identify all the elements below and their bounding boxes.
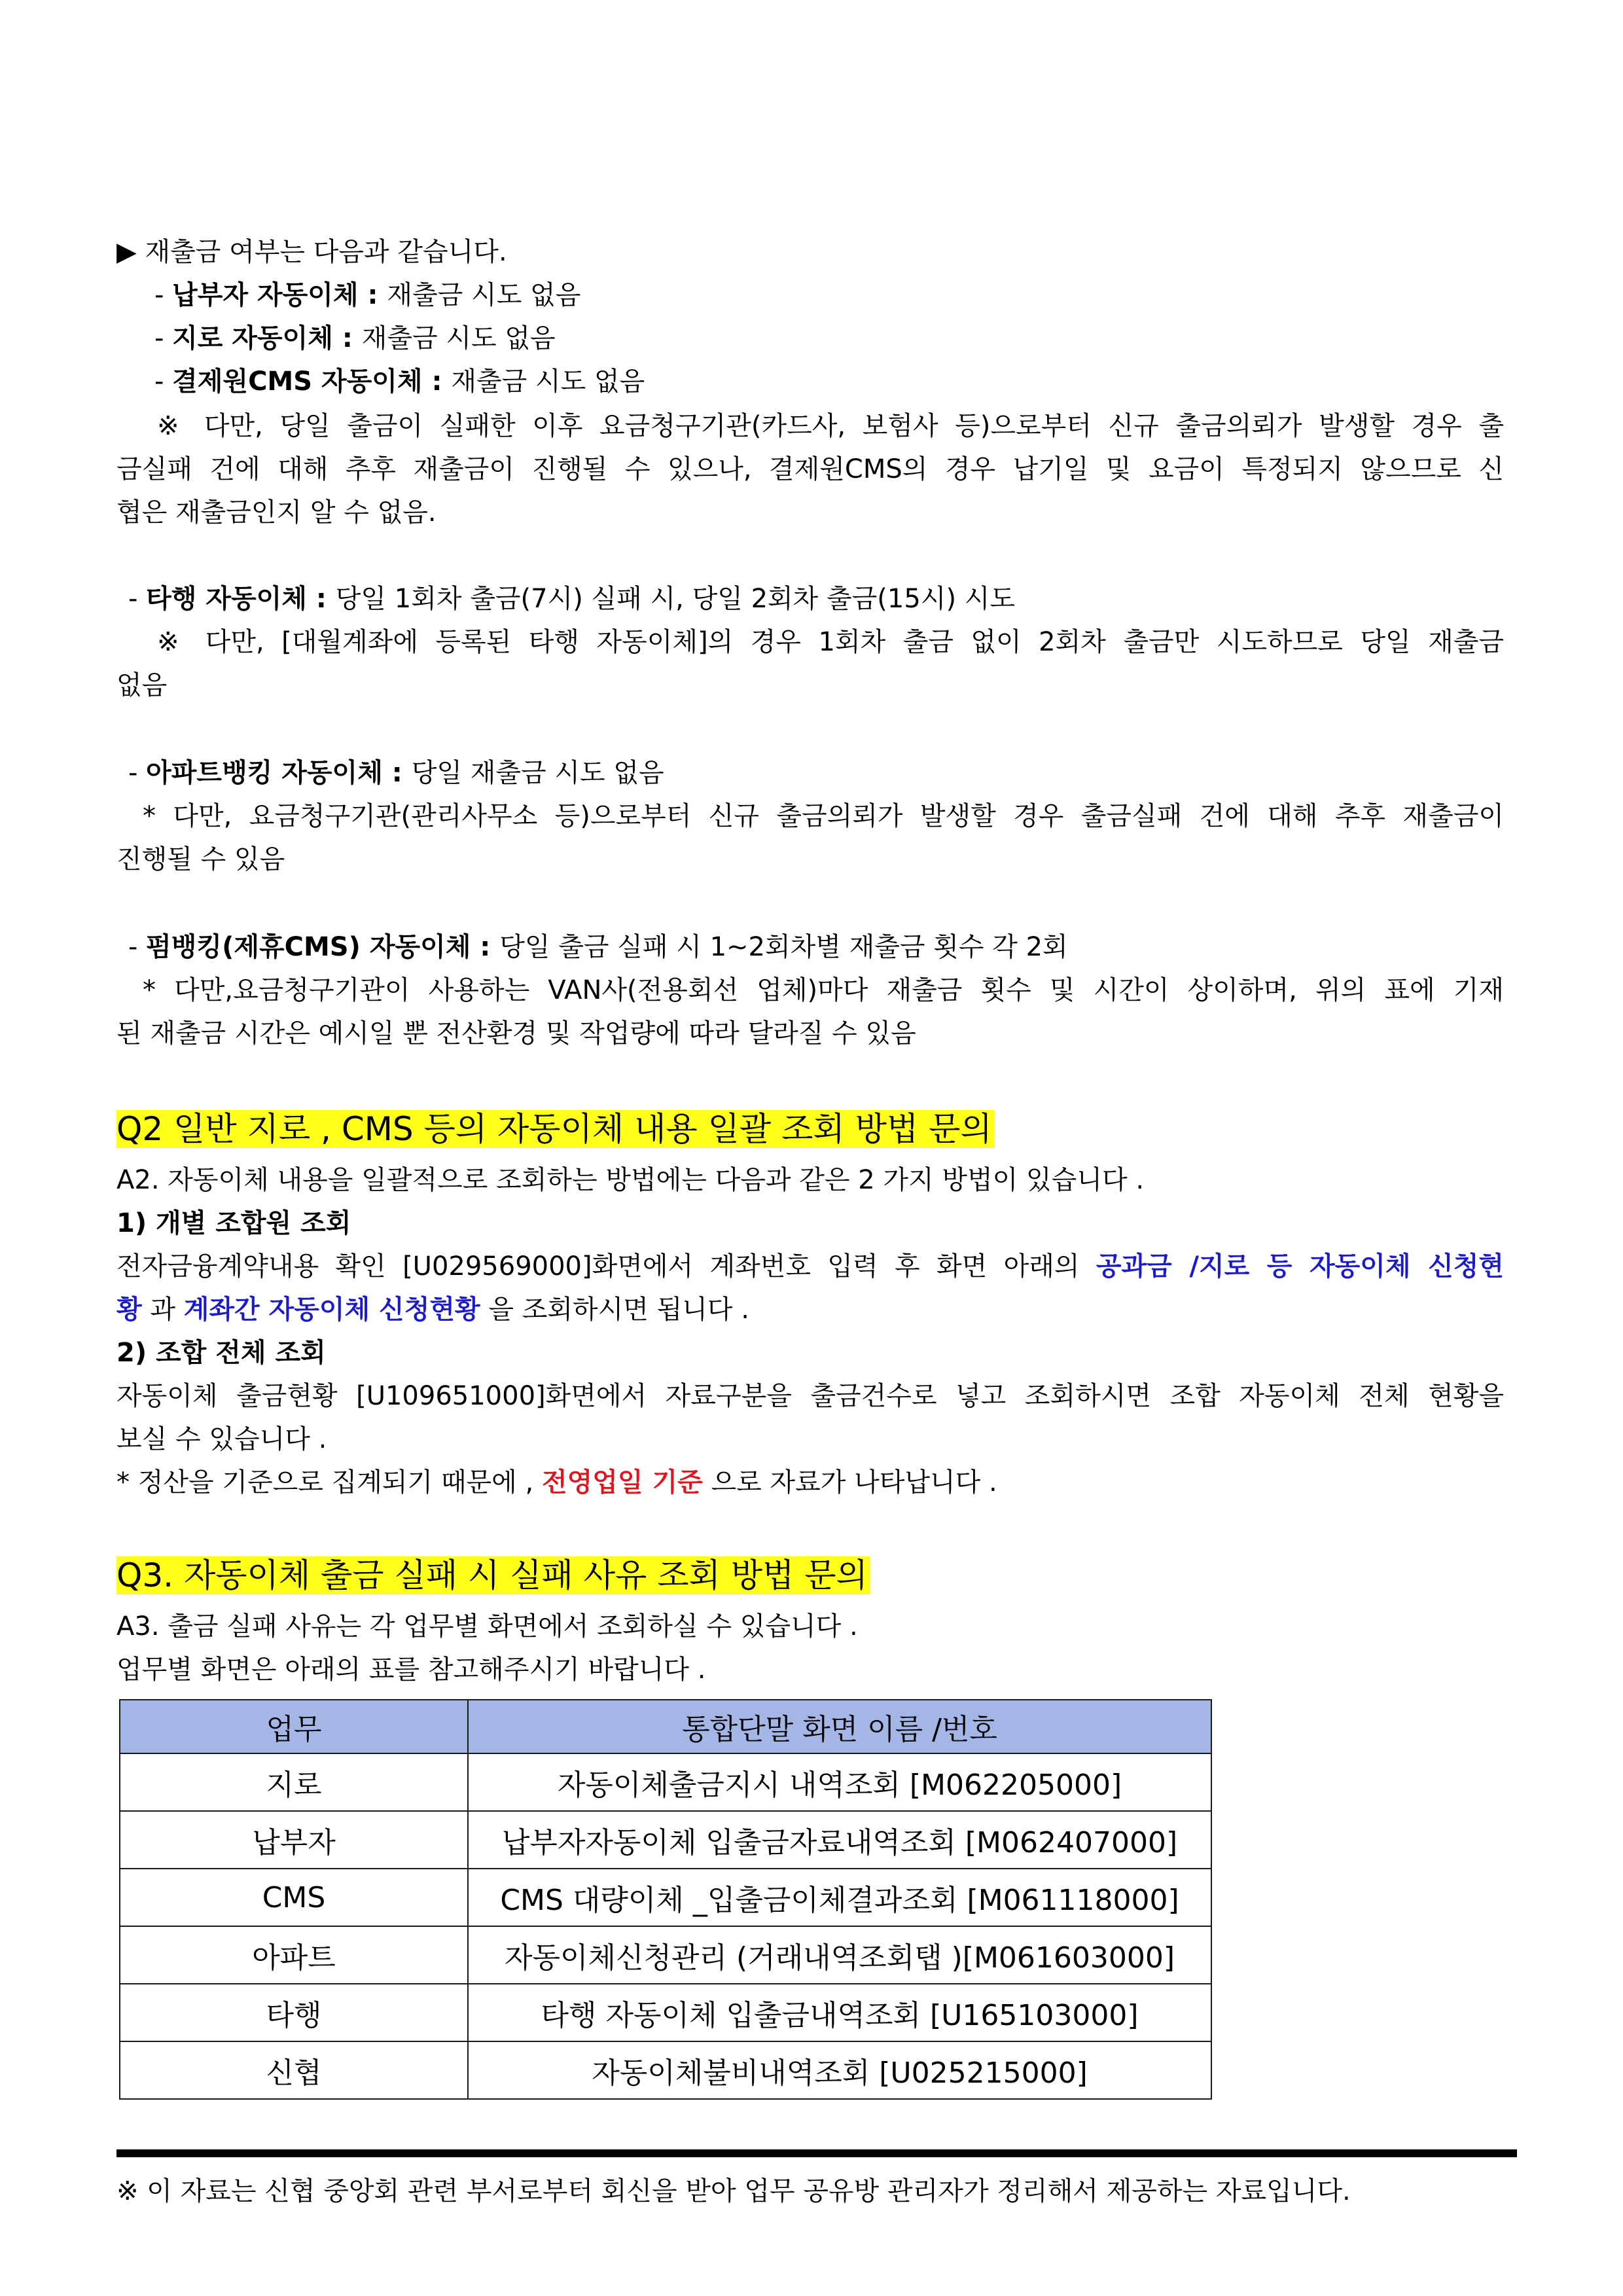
conjunction: 과 — [141, 1295, 184, 1325]
retry-item-cms — [154, 360, 1542, 404]
dash: - — [128, 758, 147, 788]
apartment-note-line-2: 진행될 수 있음 — [116, 844, 285, 874]
screen-cell: CMS 대량이체 _입출금이체결과조회 [M061118000] — [468, 1869, 1211, 1926]
business-cell: 납부자 — [120, 1811, 468, 1869]
screen-cell: 자동이체신청관리 (거래내역조회탭 )[M061603000] — [468, 1926, 1211, 1984]
previous-business-day-emphasis: 전영업일 기준 — [541, 1467, 703, 1498]
separator: : — [422, 367, 452, 397]
sub1-end-text: 을 조회하시면 됩니다 . — [480, 1295, 749, 1325]
footer-note: ※ 이 자료는 신협 중앙회 관련 부서로부터 회신을 받아 업무 공유방 관리자가 정리해서 제공하는 자료입니다. — [116, 2176, 1351, 2206]
q2-answer: A2. 자동이체 내용을 일괄적으로 조회하는 방법에는 다음과 같은 2 가지 방법이 있습니다 . — [116, 1165, 1145, 1195]
public-giro-status-link-cont: 황 — [116, 1295, 142, 1325]
account-transfer-status-link: 계좌간 자동이체 신청현황 — [183, 1295, 480, 1325]
q2-sub1-title: 1) 개별 조합원 조회 — [116, 1208, 351, 1238]
note-text: * 다만,요금청구기관이 사용하는 VAN사(전용회선 업체)마다 재출금 횟수 및 시간이 상이하며, 위의 표에 기재 — [143, 975, 1504, 1005]
item-value: 재출금 시도 없음 — [361, 323, 556, 353]
firmbanking-note-line-1 — [116, 969, 1504, 1013]
business-cell: 지로 — [120, 1753, 468, 1811]
screen-reference-table — [119, 1699, 1212, 2100]
header-business: 업무 — [120, 1700, 468, 1753]
item-value: 재출금 시도 없음 — [451, 367, 645, 397]
q3-answer-1: A3. 출금 실패 사유는 각 업무별 화면에서 조회하실 수 있습니다 . — [116, 1611, 858, 1641]
item-label: 펌뱅킹(제휴CMS) 자동이체 — [146, 932, 471, 962]
note-text-end: 으로 자료가 나타납니다 . — [702, 1467, 997, 1498]
firmbanking-item — [128, 925, 1516, 969]
item-value: 당일 1회차 출금(7시) 실패 시, 당일 2회차 출금(15시) 시도 — [335, 584, 1016, 614]
item-value: 재출금 시도 없음 — [387, 280, 581, 310]
dash: - — [128, 932, 147, 962]
dash: - — [154, 280, 173, 310]
separator: : — [332, 323, 362, 353]
table-row — [120, 1926, 1211, 1984]
item-value: 당일 출금 실패 시 1~2회차별 재출금 횟수 각 2회 — [499, 932, 1068, 962]
item-label: 아파트뱅킹 자동이체 — [146, 758, 383, 788]
q2-sub2-title: 2) 조합 전체 조회 — [116, 1338, 326, 1368]
note-text: ※ 다만, 당일 출금이 실패한 이후 요금청구기관(카드사, 보험사 등)으로부터 신규 출금의뢰가 발생할 경우 출 — [157, 411, 1504, 441]
apartment-note-line-1 — [116, 795, 1504, 838]
dash: - — [154, 323, 173, 353]
dash: - — [154, 367, 173, 397]
q2-sub2-line-1: 자동이체 출금현황 [U109651000]화면에서 자료구분을 출금건수로 넣고 조회하시면 조합 자동이체 전체 현황을 — [116, 1381, 1504, 1411]
retry-item-payer — [154, 274, 1542, 317]
q2-sub1-line-2 — [116, 1288, 1504, 1332]
other-bank-note-line-2: 없음 — [116, 670, 168, 700]
separator: : — [306, 584, 336, 614]
q2-heading — [116, 1106, 995, 1152]
note-text: * 정산을 기준으로 집계되기 때문에 , — [116, 1467, 542, 1498]
note-text: * 다만, 요금청구기관(관리사무소 등)으로부터 신규 출금의뢰가 발생할 경우 출금실패 건에 대해 추후 재출금이 — [143, 801, 1504, 831]
apartment-item — [128, 751, 1516, 795]
business-cell: 아파트 — [120, 1926, 468, 1984]
q2-sub1-line-1 — [116, 1245, 1504, 1289]
sub1-text: 전자금융계약내용 확인 [U029569000]화면에서 계좌번호 입력 후 화면 아래의 — [116, 1251, 1096, 1282]
note-text: ※ 다만, [대월계좌에 등록된 타행 자동이체]의 경우 1회차 출금 없이 2회차 출금만 시도하므로 당일 재출금 — [157, 627, 1504, 657]
item-label: 납부자 자동이체 — [172, 280, 359, 310]
table-row — [120, 2041, 1211, 2099]
item-label: 타행 자동이체 — [146, 584, 307, 614]
q2-note — [116, 1461, 1504, 1505]
screen-cell: 자동이체출금지시 내역조회 [M062205000] — [468, 1753, 1211, 1811]
separator: : — [358, 280, 387, 310]
screen-cell: 납부자자동이체 입출금자료내역조회 [M062407000] — [468, 1811, 1211, 1869]
separator: : — [471, 932, 500, 962]
item-label: 지로 자동이체 — [172, 323, 333, 353]
public-giro-status-link: 공과금 /지로 등 자동이체 신청현 — [1096, 1251, 1504, 1282]
q3-title: Q3. 자동이체 출금 실패 시 실패 사유 조회 방법 문의 — [116, 1556, 870, 1594]
table-row — [120, 1811, 1211, 1869]
screen-cell: 자동이체불비내역조회 [U025215000] — [468, 2041, 1211, 2099]
q2-title: Q2 일반 지로 , CMS 등의 자동이체 내용 일괄 조회 방법 문의 — [116, 1110, 995, 1148]
item-label: 결제원CMS 자동이체 — [172, 367, 423, 397]
table-header-row — [120, 1700, 1211, 1753]
other-bank-item — [128, 577, 1516, 621]
header-screen-name: 통합단말 화면 이름 /번호 — [468, 1700, 1211, 1753]
screen-cell: 타행 자동이체 입출금내역조회 [U165103000] — [468, 1984, 1211, 2041]
footer-divider — [116, 2149, 1517, 2157]
dash: - — [128, 584, 147, 614]
retry-intro: ▶ 재출금 여부는 다음과 같습니다. — [116, 237, 507, 267]
retry-item-giro — [154, 317, 1542, 361]
table-row — [120, 1753, 1211, 1811]
table-row — [120, 1984, 1211, 2041]
retry-note-line-2: 금실패 건에 대해 추후 재출금이 진행될 수 있으나, 결제원CMS의 경우 납기일 및 요금이 특정되지 않으므로 신 — [116, 454, 1504, 484]
business-cell: 신협 — [120, 2041, 468, 2099]
business-cell: CMS — [120, 1869, 468, 1926]
q2-sub2-line-2: 보실 수 있습니다 . — [116, 1424, 327, 1454]
business-cell: 타행 — [120, 1984, 468, 2041]
firmbanking-note-line-2: 된 재출금 시간은 예시일 뿐 전산환경 및 작업량에 따라 달라질 수 있음 — [116, 1018, 916, 1049]
q3-answer-2: 업무별 화면은 아래의 표를 참고해주시기 바랍니다 . — [116, 1655, 706, 1685]
table-row — [120, 1869, 1211, 1926]
item-value: 당일 재출금 시도 없음 — [411, 758, 664, 788]
separator: : — [382, 758, 412, 788]
other-bank-note-line-1 — [116, 620, 1504, 664]
retry-note-line-3: 협은 재출금인지 알 수 없음. — [116, 497, 437, 528]
q3-heading — [116, 1552, 870, 1598]
retry-note-line-1 — [116, 404, 1504, 448]
